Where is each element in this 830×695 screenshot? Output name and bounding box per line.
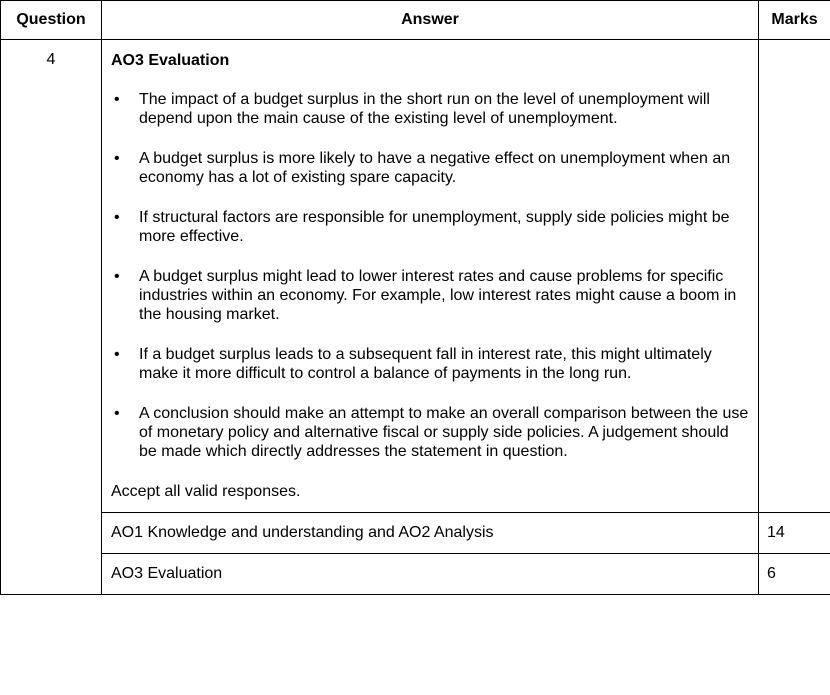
bullet-icon: • [114,405,120,422]
marks-cell-empty [759,40,830,513]
ao-marks: 14 [759,513,830,554]
accept-note: Accept all valid responses. [111,483,301,500]
evaluation-points [111,90,750,461]
list-item [111,149,750,187]
point-text: If a budget surplus leads to a subsequent fall in interest rate, this might ultimately make it more difficult to control a balance of payments in the long run. [139,346,712,382]
ao-row-knowledge [1,513,830,554]
ao-label: AO3 Evaluation [102,554,759,595]
header-question: Question [1,1,102,40]
question-number: 4 [1,40,102,595]
bullet-icon: • [114,150,120,167]
ao-label: AO1 Knowledge and understanding and AO2 Analysis [102,513,759,554]
bullet-icon: • [114,209,120,226]
list-item [111,208,750,246]
bullet-icon: • [114,268,120,285]
list-item [111,267,750,324]
question-row [1,40,830,513]
point-text: A budget surplus might lead to lower interest rates and cause problems for specific industries within an economy. For example, low interest rates might cause a boom in the housing market. [139,268,737,323]
header-row [1,1,830,40]
header-answer: Answer [102,1,759,40]
ao-row-evaluation [1,554,830,595]
ao-marks: 6 [759,554,830,595]
list-item [111,345,750,383]
answer-cell [102,40,759,513]
answer-heading: AO3 Evaluation [111,52,230,69]
bullet-icon: • [114,346,120,363]
list-item [111,90,750,128]
list-item [111,404,750,461]
point-text: A conclusion should make an attempt to make an overall comparison between the use of monetary policy and alternative fiscal or supply side policies. A judgement should be made which directly addresses the statement in question. [139,405,749,460]
point-text: The impact of a budget surplus in the short run on the level of unemployment will depend upon the main cause of the existing level of unemployment. [139,91,710,127]
header-marks: Marks [759,1,830,40]
point-text: A budget surplus is more likely to have a negative effect on unemployment when an economy has a lot of existing spare capacity. [139,150,731,186]
point-text: If structural factors are responsible for unemployment, supply side policies might be more effective. [139,209,730,245]
bullet-icon: • [114,91,120,108]
